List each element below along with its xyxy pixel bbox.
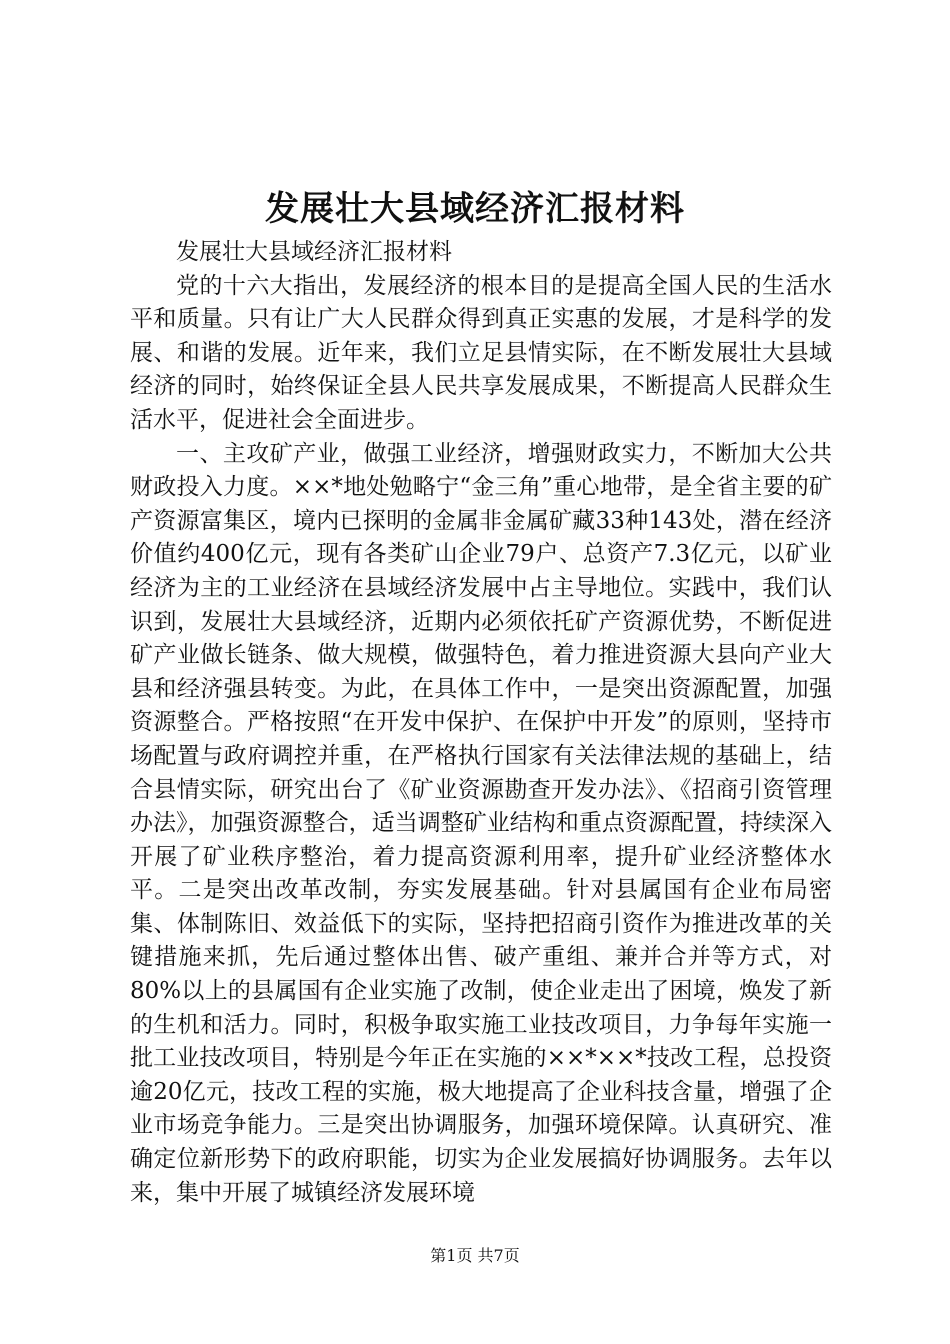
paragraph-intro: 党的十六大指出，发展经济的根本目的是提高全国人民的生活水平和质量。只有让广大人民群众得到真正实惠的发展，才是科学的发展、和谐的发展。近年来，我们立足县情实际，在不断发展壮大县域经济的同时，始终保证全县人民共享发展成果，不断提高人民群众生活水平，促进社会全面进步。 xyxy=(130,272,832,433)
paragraph-subtitle: 发展壮大县域经济汇报材料 xyxy=(176,239,452,265)
document-body xyxy=(130,236,832,1210)
page-number-footer: 第1页 共7页 xyxy=(430,1246,520,1265)
paragraph-section-one: 一、主攻矿产业，做强工业经济，增强财政实力，不断加大公共财政投入力度。××*地处勉略宁“金三角”重心地带，是全省主要的矿产资源富集区，境内已探明的金属非金属矿藏33种143处，潜在经济价值约400亿元，现有各类矿山企业79户、总资产7.3亿元，以矿业经济为主的工业经济在县域经济发展中占主导地位。实践中，我们认识到，发展壮大县域经济，近期内必须依托矿产资源优势，不断促进矿产业做长链条、做大规模，做强特色，着力推进资源大县向产业大县和经济强县转变。为此，在具体工作中，一是突出资源配置，加强资源整合。严格按照“在开发中保护、在保护中开发”的原则，坚持市场配置与政府调控并重，在严格执行国家有关法律法规的基础上，结合县情实际，研究出台了《矿业资源勘查开发办法》、《招商引资管理办法》，加强资源整合，适当调整矿业结构和重点资源配置，持续深入开展了矿业秩序整治，着力提高资源利用率，提升矿业经济整体水平。二是突出改革改制，夯实发展基础。针对县属国有企业布局密集、体制陈旧、效益低下的实际，坚持把招商引资作为推进改革的关键措施来抓，先后通过整体出售、破产重组、兼并合并等方式，对80%以上的县属国有企业实施了改制，使企业走出了困境，焕发了新的生机和活力。同时，积极争取实施工业技改项目，力争每年实施一批工业技改项目，特别是今年正在实施的××*××*技改工程，总投资逾20亿元，技改工程的实施，极大地提高了企业科技含量，增强了企业市场竞争能力。三是突出协调服务，加强环境保障。认真研究、准确定位新形势下的政府职能，切实为企业发展搞好协调服务。去年以来，集中开展了城镇经济发展环境 xyxy=(130,440,832,1206)
document-title: 发展壮大县域经济汇报材料 xyxy=(265,189,685,229)
